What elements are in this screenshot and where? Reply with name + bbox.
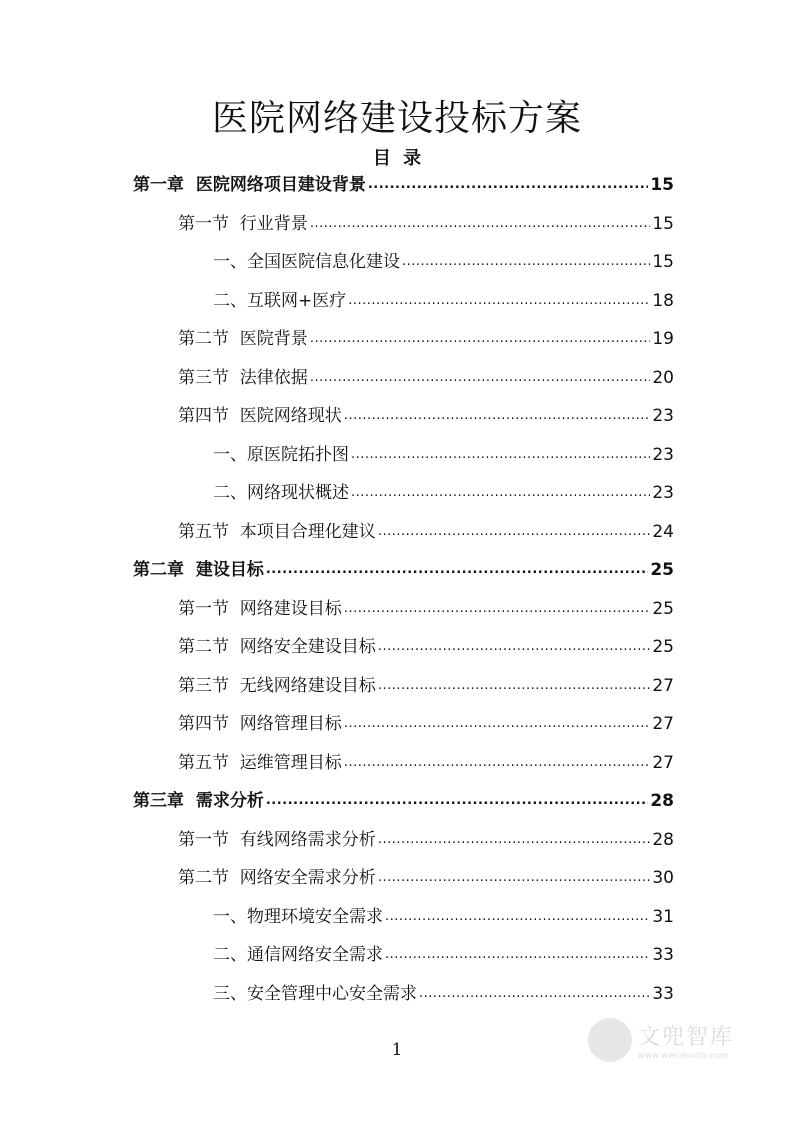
toc-entry-label: 第五节 运维管理目标 [178,752,342,773]
toc-entry[interactable] [178,205,674,244]
toc-entry[interactable] [178,744,674,783]
toc-leader-dots [378,859,651,898]
toc-entry-page: 25 [652,637,674,657]
toc-entry[interactable] [213,243,674,282]
toc-entry-page: 27 [652,675,674,696]
toc-entry-label: 第五节 本项目合理化建议 [178,521,376,542]
toc-leader-dots [419,975,650,1014]
toc-leader-dots [344,705,651,744]
page-number: 1 [391,1040,403,1060]
toc-entry-label: 第二章 建设目标 [133,560,264,580]
toc-leader-dots [310,205,651,244]
toc-entry[interactable] [213,282,674,321]
toc-entry[interactable] [213,436,674,475]
toc-entry[interactable] [133,782,674,821]
toc-entry-page: 15 [652,213,674,234]
toc-entry-label: 第一节 网络建设目标 [178,598,342,619]
toc-leader-dots [385,898,650,937]
toc-entry-label: 第二节 医院背景 [178,329,308,349]
toc-entry-page: 23 [652,483,674,503]
toc-leader-dots [344,744,651,783]
toc-entry[interactable] [178,397,674,436]
toc-entry-page: 19 [652,329,674,349]
toc-leader-dots [310,359,651,398]
toc-entry[interactable] [178,667,674,706]
toc-entry[interactable] [178,590,674,629]
toc-leader-dots [348,282,650,321]
toc-entry-page: 27 [652,752,674,773]
toc-leader-dots [378,821,651,860]
toc-entry[interactable] [213,474,674,513]
toc-entry[interactable] [178,359,674,398]
watermark [588,1018,734,1062]
toc-entry-label: 第四节 医院网络现状 [178,406,342,426]
toc-entry-label: 第三章 需求分析 [133,791,264,811]
toc-leader-dots [266,782,648,821]
watermark-name: 文兜智库 [638,1025,735,1050]
toc-leader-dots [344,397,651,436]
toc-entry-page: 23 [652,406,674,426]
toc-entry-label: 三、安全管理中心安全需求 [213,983,417,1004]
toc-entry-page: 20 [652,367,674,388]
toc-entry-label: 一、原医院拓扑图 [213,444,349,465]
toc-entry-page: 27 [652,714,674,734]
toc-entry-page: 28 [652,829,674,850]
toc-leader-dots [402,243,650,282]
watermark-url: www.wendoulib.com [638,1051,729,1060]
toc-entry[interactable] [178,859,674,898]
toc-entry[interactable] [178,705,674,744]
toc-entry-label: 第一节 行业背景 [178,213,308,234]
toc-entry[interactable] [213,975,674,1014]
toc-entry-page: 15 [652,252,674,272]
toc-entry-label: 二、网络现状概述 [213,483,349,503]
toc-entry-label: 第四节 网络管理目标 [178,714,342,734]
toc-entry[interactable] [213,898,674,937]
toc-leader-dots [266,551,648,590]
toc-entry-label: 二、通信网络安全需求 [213,945,383,965]
toc-entry-page: 25 [652,598,674,619]
toc-entry-page: 28 [650,791,674,811]
toc-leader-dots [368,166,648,205]
toc-leader-dots [385,936,650,975]
toc-entry[interactable] [178,821,674,860]
toc-entry-page: 15 [650,175,674,195]
toc-entry[interactable] [178,628,674,667]
toc-leader-dots [378,628,651,667]
toc-entry-page: 33 [652,945,674,965]
toc-leader-dots [378,667,651,706]
document-title: 医院网络建设投标方案 [211,98,582,139]
toc-entry-label: 第三节 法律依据 [178,367,308,388]
watermark-logo-icon [588,1018,632,1062]
toc-leader-dots [310,320,651,359]
toc-entry-label: 第一节 有线网络需求分析 [178,829,376,850]
toc-leader-dots [351,474,650,513]
toc-leader-dots [351,436,650,475]
toc-heading: 目 录 [372,148,422,169]
toc-entry[interactable] [133,166,674,205]
toc-entry-page: 23 [652,444,674,465]
toc-entry-label: 一、物理环境安全需求 [213,906,383,927]
toc-leader-dots [378,513,651,552]
toc-entry[interactable] [178,513,674,552]
toc-leader-dots [344,590,651,629]
toc-entry-label: 二、互联网+医疗 [213,290,347,311]
toc-entry[interactable] [178,320,674,359]
toc-entry[interactable] [133,551,674,590]
toc-entry-label: 第三节 无线网络建设目标 [178,675,376,696]
toc-entry-label: 第一章 医院网络项目建设背景 [133,175,366,195]
toc-entry-page: 18 [652,290,674,311]
toc-entry-label: 第二节 网络安全建设目标 [178,637,376,657]
toc-entry-label: 一、全国医院信息化建设 [213,252,400,272]
toc-entry[interactable] [213,936,674,975]
toc-entry-page: 25 [650,560,674,580]
toc-entry-page: 33 [652,983,674,1004]
toc-entry-page: 31 [652,906,674,927]
toc-entry-page: 24 [652,521,674,542]
toc-entry-page: 30 [652,868,674,888]
toc-entry-label: 第二节 网络安全需求分析 [178,868,376,888]
